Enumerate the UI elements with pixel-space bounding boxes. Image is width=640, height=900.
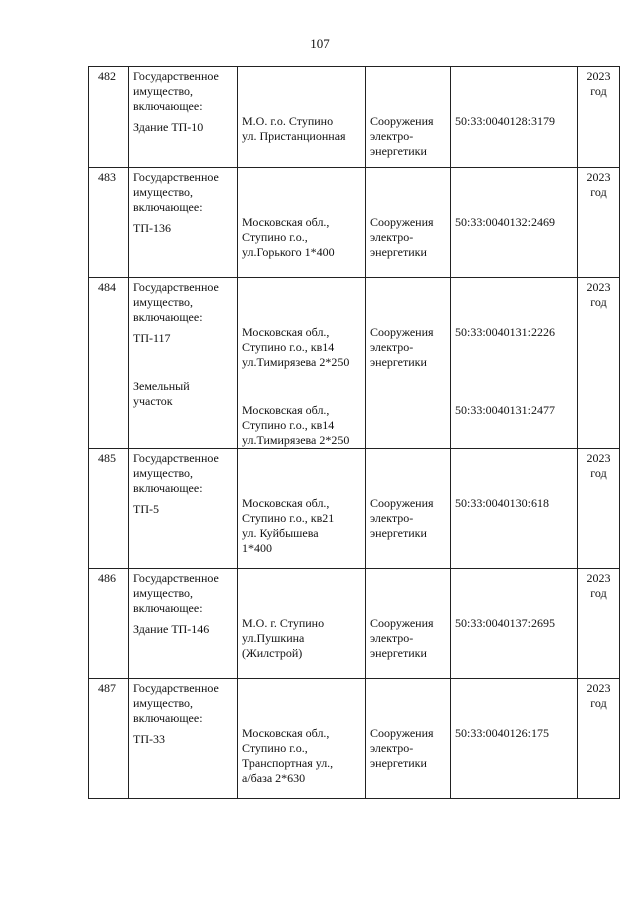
cadastral-number: 50:33:0040131:2477 bbox=[455, 403, 556, 417]
object-type-line: энергетики bbox=[370, 245, 427, 259]
item-name: участок bbox=[133, 394, 173, 408]
cadastral-number: 50:33:0040128:3179 bbox=[455, 114, 556, 128]
object-type-cell bbox=[366, 679, 451, 799]
year-line: 2023 bbox=[586, 451, 611, 465]
cadastral-pad bbox=[455, 433, 577, 448]
address-line: ул.Пушкина bbox=[242, 631, 305, 645]
address-cell bbox=[238, 67, 366, 168]
row-number: 486 bbox=[89, 569, 129, 679]
group-label: имущество, bbox=[133, 586, 194, 600]
item-name: Земельный bbox=[133, 379, 190, 393]
address-line: а/база 2*630 bbox=[242, 771, 306, 785]
year-line: 2023 bbox=[586, 69, 611, 83]
cadastral-pad bbox=[455, 756, 577, 771]
address-line: ул.Тимирязева 2*250 bbox=[242, 433, 350, 447]
cadastral-pad bbox=[455, 129, 577, 144]
object-type-line: электро- bbox=[370, 230, 414, 244]
table-row bbox=[89, 278, 620, 449]
row-number: 485 bbox=[89, 449, 129, 569]
cadastral-pad bbox=[455, 418, 577, 433]
group-label: включающее: bbox=[133, 99, 203, 113]
table-row bbox=[89, 449, 620, 569]
address-line: Московская обл., bbox=[242, 496, 330, 510]
object-name-cell bbox=[129, 449, 238, 569]
address-line: Московская обл., bbox=[242, 215, 330, 229]
year-cell bbox=[578, 168, 620, 278]
address-line: ул. Куйбышева bbox=[242, 526, 319, 540]
address-line: Ступино г.о., кв14 bbox=[242, 418, 335, 432]
group-label: включающее: bbox=[133, 711, 203, 725]
group-label: включающее: bbox=[133, 200, 203, 214]
object-type-line: Сооружения bbox=[370, 325, 434, 339]
row-number: 482 bbox=[89, 67, 129, 168]
address-line: М.О. г.о. Ступино bbox=[242, 114, 334, 128]
cadastral-pad bbox=[455, 340, 577, 355]
object-type-line: Сооружения bbox=[370, 114, 434, 128]
group-label: имущество, bbox=[133, 84, 194, 98]
object-type-line bbox=[370, 771, 450, 786]
object-name-cell bbox=[129, 569, 238, 679]
object-type-line: Сооружения bbox=[370, 616, 434, 630]
item-name: ТП-33 bbox=[133, 732, 165, 746]
row-number: 487 bbox=[89, 679, 129, 799]
item-name: ТП-136 bbox=[133, 221, 171, 235]
cadastral-pad bbox=[455, 541, 577, 556]
cadastral-cell bbox=[451, 168, 578, 278]
object-type-cell bbox=[366, 168, 451, 278]
object-name-cell bbox=[129, 67, 238, 168]
object-type-line bbox=[370, 433, 450, 448]
cadastral-cell bbox=[451, 569, 578, 679]
cadastral-cell bbox=[451, 449, 578, 569]
address-line: Московская обл., bbox=[242, 325, 330, 339]
cadastral-number: 50:33:0040130:618 bbox=[455, 496, 550, 510]
table-row bbox=[89, 168, 620, 278]
group-label: Государственное bbox=[133, 280, 219, 294]
address-line: Московская обл., bbox=[242, 726, 330, 740]
address-cell bbox=[238, 168, 366, 278]
item-name: ТП-5 bbox=[133, 502, 159, 516]
year-line: 2023 bbox=[586, 280, 611, 294]
object-type-line: энергетики bbox=[370, 646, 427, 660]
group-label: включающее: bbox=[133, 601, 203, 615]
object-type-line: Сооружения bbox=[370, 215, 434, 229]
object-type-line bbox=[370, 541, 450, 556]
object-type-line: электро- bbox=[370, 129, 414, 143]
group-label: Государственное bbox=[133, 681, 219, 695]
group-label: включающее: bbox=[133, 481, 203, 495]
table-row bbox=[89, 679, 620, 799]
year-line: год bbox=[590, 696, 607, 710]
property-register-table bbox=[88, 66, 620, 799]
year-line: 2023 bbox=[586, 681, 611, 695]
year-line: год bbox=[590, 466, 607, 480]
year-cell bbox=[578, 278, 620, 449]
table-row bbox=[89, 67, 620, 168]
cadastral-pad bbox=[455, 526, 577, 541]
group-label: включающее: bbox=[133, 310, 203, 324]
object-type-line: энергетики bbox=[370, 526, 427, 540]
object-type-cell bbox=[366, 569, 451, 679]
address-cell bbox=[238, 569, 366, 679]
address-line: ул.Горького 1*400 bbox=[242, 245, 335, 259]
address-line: Ступино г.о., кв14 bbox=[242, 340, 335, 354]
cadastral-pad bbox=[455, 355, 577, 370]
row-number: 484 bbox=[89, 278, 129, 449]
group-label: имущество, bbox=[133, 295, 194, 309]
cadastral-pad bbox=[455, 646, 577, 661]
object-type-cell bbox=[366, 67, 451, 168]
group-label: имущество, bbox=[133, 466, 194, 480]
address-cell bbox=[238, 679, 366, 799]
page-number: 107 bbox=[310, 36, 330, 51]
address-line: Ступино г.о., bbox=[242, 741, 308, 755]
cadastral-cell bbox=[451, 278, 578, 449]
address-line: Ступино г.о., кв21 bbox=[242, 511, 335, 525]
cadastral-pad bbox=[455, 230, 577, 245]
address-cell bbox=[238, 278, 366, 449]
row-number: 483 bbox=[89, 168, 129, 278]
cadastral-pad bbox=[455, 245, 577, 260]
object-name-cell bbox=[129, 278, 238, 449]
address-line: Транспортная ул., bbox=[242, 756, 334, 770]
address-line: Ступино г.о., bbox=[242, 230, 308, 244]
year-line: 2023 bbox=[586, 571, 611, 585]
object-type-line: электро- bbox=[370, 340, 414, 354]
table-row bbox=[89, 569, 620, 679]
year-line: 2023 bbox=[586, 170, 611, 184]
address-line: ул.Тимирязева 2*250 bbox=[242, 355, 350, 369]
object-type-line: электро- bbox=[370, 511, 414, 525]
group-label: Государственное bbox=[133, 451, 219, 465]
object-type-line: Сооружения bbox=[370, 496, 434, 510]
cadastral-number: 50:33:0040131:2226 bbox=[455, 325, 556, 339]
object-name-cell bbox=[129, 679, 238, 799]
cadastral-pad bbox=[455, 741, 577, 756]
address-cell bbox=[238, 449, 366, 569]
year-cell bbox=[578, 67, 620, 168]
group-label: имущество, bbox=[133, 185, 194, 199]
year-line: год bbox=[590, 84, 607, 98]
address-line: 1*400 bbox=[242, 541, 272, 555]
cadastral-pad bbox=[455, 771, 577, 786]
cadastral-number: 50:33:0040137:2695 bbox=[455, 616, 556, 630]
object-type-cell bbox=[366, 278, 451, 449]
address-line: М.О. г. Ступино bbox=[242, 616, 325, 630]
cadastral-pad bbox=[455, 511, 577, 526]
object-name-cell bbox=[129, 168, 238, 278]
cadastral-cell bbox=[451, 679, 578, 799]
year-line: год bbox=[590, 185, 607, 199]
object-type-line bbox=[370, 403, 450, 418]
object-type-line: электро- bbox=[370, 631, 414, 645]
year-cell bbox=[578, 569, 620, 679]
item-name: Здание ТП-146 bbox=[133, 622, 210, 636]
object-type-line: энергетики bbox=[370, 355, 427, 369]
cadastral-number: 50:33:0040132:2469 bbox=[455, 215, 556, 229]
item-name: Здание ТП-10 bbox=[133, 120, 204, 134]
cadastral-number: 50:33:0040126:175 bbox=[455, 726, 550, 740]
group-label: Государственное bbox=[133, 571, 219, 585]
cadastral-pad bbox=[455, 631, 577, 646]
object-type-cell bbox=[366, 449, 451, 569]
year-cell bbox=[578, 679, 620, 799]
year-line: год bbox=[590, 586, 607, 600]
group-label: Государственное bbox=[133, 170, 219, 184]
address-line: ул. Пристанционная bbox=[242, 129, 346, 143]
group-label: имущество, bbox=[133, 696, 194, 710]
year-cell bbox=[578, 449, 620, 569]
year-line: год bbox=[590, 295, 607, 309]
object-type-line: электро- bbox=[370, 741, 414, 755]
address-line: (Жилстрой) bbox=[242, 646, 303, 660]
object-type-line: Сооружения bbox=[370, 726, 434, 740]
item-name: ТП-117 bbox=[133, 331, 171, 345]
cadastral-cell bbox=[451, 67, 578, 168]
object-type-line bbox=[370, 418, 450, 433]
address-line: Московская обл., bbox=[242, 403, 330, 417]
object-type-line: энергетики bbox=[370, 144, 427, 158]
object-type-line: энергетики bbox=[370, 756, 427, 770]
group-label: Государственное bbox=[133, 69, 219, 83]
